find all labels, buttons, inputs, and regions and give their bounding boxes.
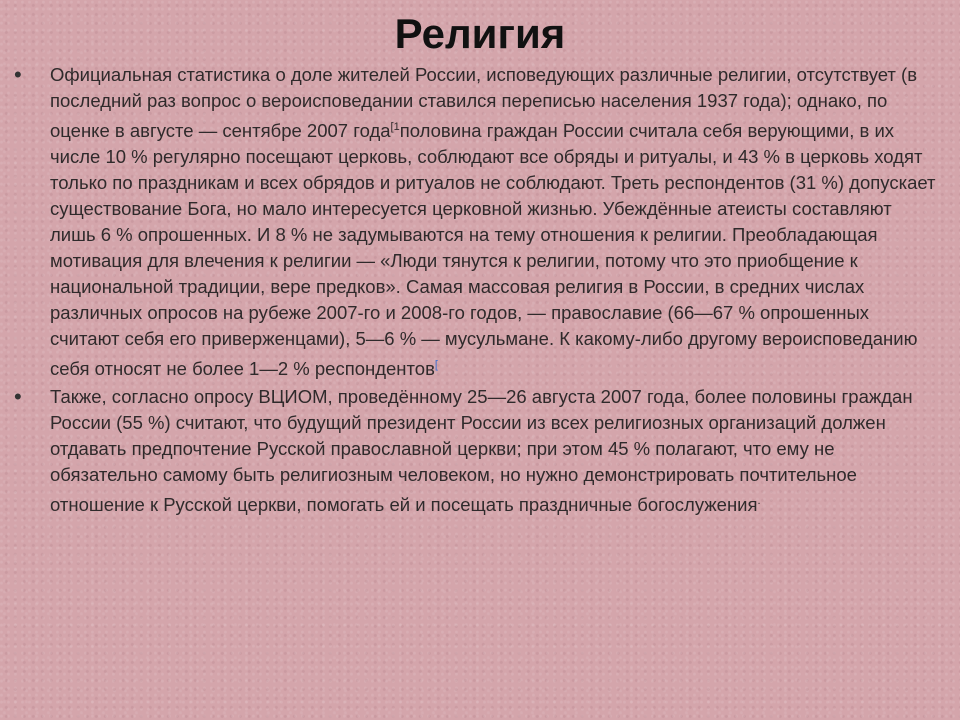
bullet-text: [50, 384, 940, 518]
bullet-marker: •: [14, 384, 22, 410]
bullet-text-part1: Официальная статистика о доле жителей России, исповедующих различные религии, отсутствует (в последний раз вопрос о вероисповедании ставился переписью населения 1937 года); однако, по оценке в августе — сентябре 2007 года: [50, 64, 918, 142]
footnote-ref[interactable]: [1: [390, 121, 400, 133]
slide-body: [10, 62, 940, 520]
bullet-text-part2: половина граждан России считала себя верующими, в их числе 10 % регулярно посещают церковь, соблюдают все обряды и ритуалы, и 43 % в церковь ходят только по праздникам и всех обрядов и ритуалов не соблюдают. Треть респондентов (31 %) допускает существование Бога, но мало интересуется церковной жизнью. Убеждённые атеисты составляют лишь 6 % опрошенных. И 8 % не задумываются на тему отношения к религии. Преобладающая мотивация для влечения к религии — «Люди тянутся к религии, потому что это приобщение к национальной традиции, вере предков». Самая массовая религия в России, в средних числах различных опросов на рубеже 2007-го и 2008-го годов, — православие (66—67 % опрошенных считают себя его приверженцами), 5—6 % — мусульмане. К какому-либо другому вероисповеданию себя относят не более 1—2 % респондентов: [50, 120, 936, 380]
bullet-marker: •: [14, 62, 22, 87]
slide-title: Религия: [394, 10, 566, 57]
bullet-item-1: [10, 62, 940, 382]
bullet-item-2: [10, 384, 940, 518]
bullet-text-body: Также, согласно опросу ВЦИОМ, проведённому 25—26 августа 2007 года, более половины граждан России (55 %) считают, что будущий президент России из всех религиозных организаций должен отдавать предпочтение Русской православной церкви; при этом 45 % полагают, что ему не обязательно самому быть религиозным человеком, но нужно демонстрировать почтительное отношение к Русской церкви, помогать ей и посещать праздничные богослужения: [50, 386, 913, 516]
footnote-ref[interactable]: .: [757, 495, 761, 508]
footnote-link[interactable]: [: [434, 359, 438, 372]
bullet-text: [50, 62, 940, 382]
